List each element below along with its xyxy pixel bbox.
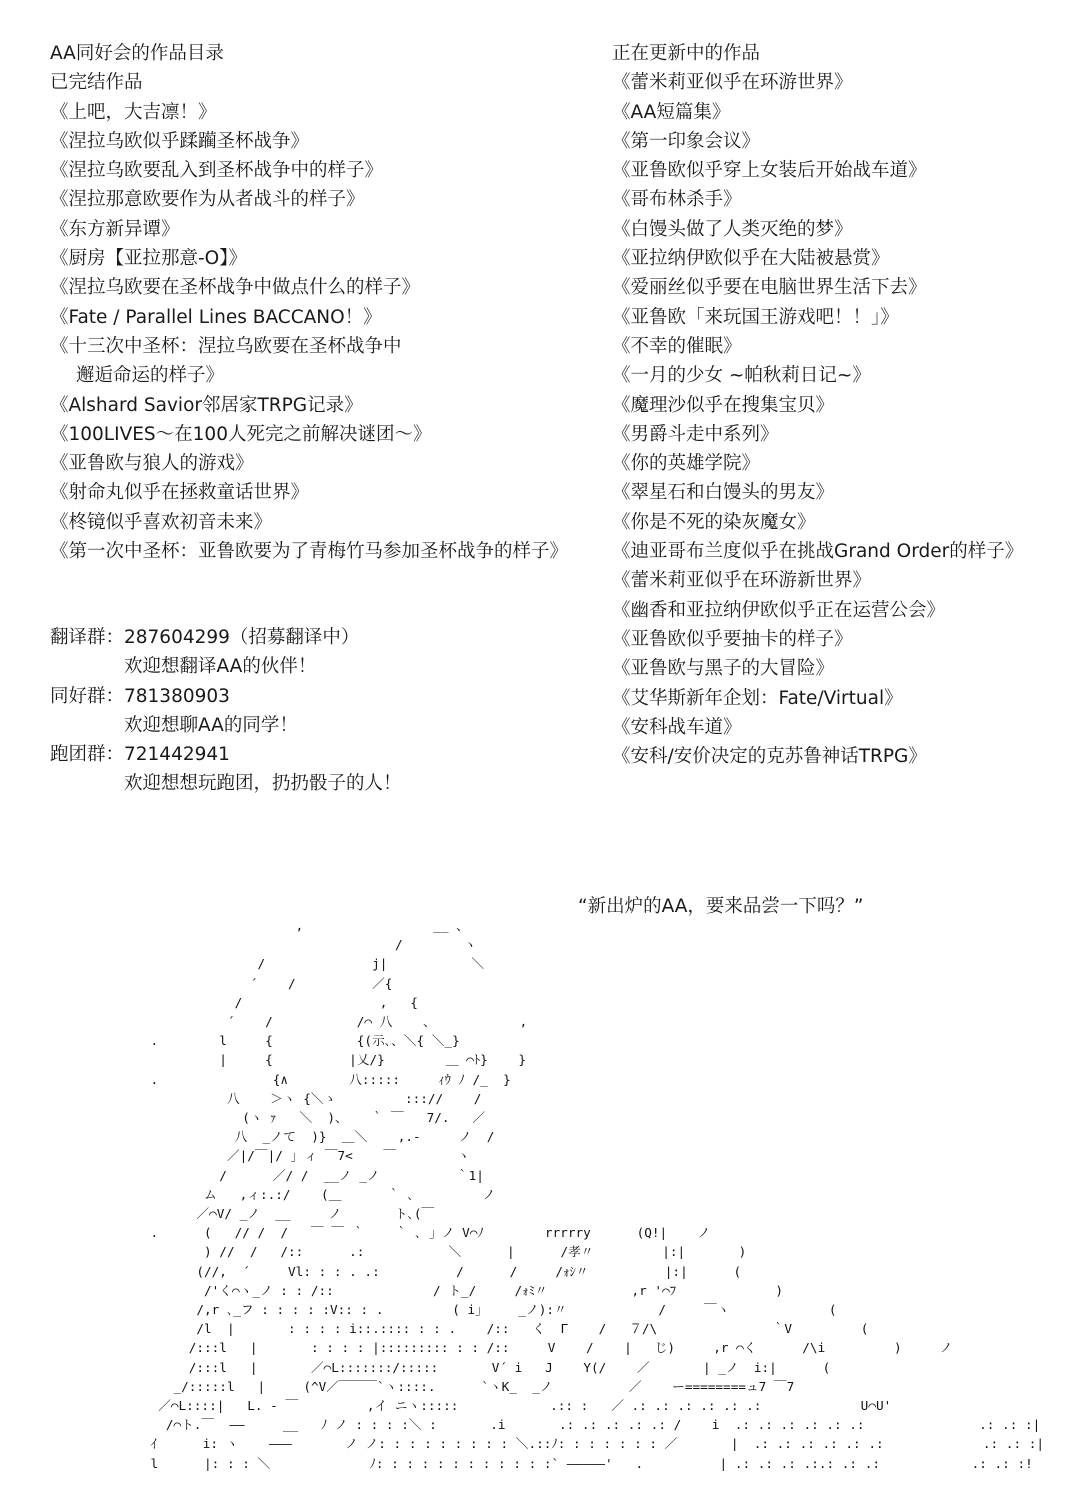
completed-work-item: 《100LIVES～在100人死完之前解决谜团～》: [50, 423, 432, 445]
ongoing-work-item: 《哥布林杀手》: [612, 189, 742, 211]
ongoing-work-item: 《迪亚哥布兰度似乎在挑战Grand Order的样子》: [612, 541, 1024, 563]
ongoing-work-item: 《你的英雄学院》: [612, 453, 761, 475]
completed-work-item: 《亚鲁欧与狼人的游戏》: [50, 453, 254, 475]
ongoing-work-item: 《亚鲁欧似乎穿上女装后开始战车道》: [612, 160, 927, 182]
translate-group-number: 287604299（招募翻译中）: [124, 627, 360, 648]
completed-work-item: 《涅拉乌欧似乎蹂躏圣杯战争》: [50, 130, 310, 152]
completed-work-item: 《第一次中圣杯：亚鲁欧要为了青梅竹马参加圣杯战争的样子》: [50, 541, 569, 563]
completed-work-item: 《厨房【亚拉那意-O】》: [50, 248, 247, 270]
hobby-group-number: 781380903: [124, 685, 230, 707]
ongoing-heading: 正在更新中的作品: [612, 43, 761, 64]
ongoing-work-item: 《你是不死的染灰魔女》: [612, 511, 816, 533]
completed-work-item: 《Alshard Savior邻居家TRPG记录》: [50, 394, 363, 416]
ongoing-work-item: 《亚鲁欧与黑子的大冒险》: [612, 658, 835, 680]
ongoing-work-item: 《幽香和亚拉纳伊欧似乎正在运营公会》: [612, 599, 946, 621]
ongoing-work-item: 《翠星石和白馒头的男友》: [612, 482, 835, 504]
ongoing-work-item: 《安科战车道》: [612, 716, 742, 738]
ongoing-work-item: 《不幸的催眠》: [612, 335, 742, 357]
ongoing-work-item: 《亚拉纳伊欧似乎在大陆被悬赏》: [612, 248, 890, 270]
translate-group-label: 翻译群：: [50, 627, 125, 648]
run-group-number: 721442941: [124, 744, 230, 766]
ascii-art-illustration: , __ 、 / ヽ / j| ＼ ´ / ／{ / , { ´ / /⌒ 八 、 , . l { {(示､、＼{ ＼_} | { |乂/} ＿ ⌒ﾄ} } . {∧ 八::::: ｨｳ ﾉ /_ } 八 ＞ヽ {＼ゝ :::// / (ヽ ｧ ＼ )、 ｀ ￣ 7/. ／ 八 _ノて )} ＿＼ ,.- ノ / ／|/￣|/ ｣ ィ ￣7< ￣ ヽ / ／/ / __ノ _ノ ｀1| ム ,ィ:.:/ (＿ ｀ ､ ノ ／⌒V/ _ノ __ ノ ト､(￣ . ( // / / ￣ ￣ ｀ ｀ ､ 」ノ V⌒ﾉ rrrrry (Q!| ノ ) // / /:: .: ＼ | /孝〃 |:| ) (//, ´ Vl: : : . .: / / /ｫｼ〃 |:| ( /'く⌒ヽ_ノ : : /:: / ト_/ /ｫﾐ〃 ,r '⌒ﾌ ) /,r ､_フ : : : : :V:: : . ( i」 _ノ):〃 / ￣ヽ ( /l | : : : : i::.:::: : : . /:: く Γ / ７/\ ｀V ( /:::l | : : : : |::::::::: : : /:: V / | じ) ,r ⌒く /\i ) ノ /:::l | ／⌒L:::::::/::::: V´ i J Y(/ ／ | _ノ i:| ( _/:::::l | (^V／￣￣￣`ヽ::::. `ヽK_ _ノ ／ ー========ュ7 ￣7 ／⌒L::::| L. ‐ ￣ ,イ ニヽ::::: .:: : ／ .: .: .: .: .: .: U⌒U' /⌒ト.￣ ―― __ ﾉ ノ : : : :＼ : .i .: .: .: .: .: / i .: .: .: .: .: .: .: .: :| ｲ i: ヽ ――― ノ ノ: : : : : : : : : ＼.::ﾉ: : : : : : : ／ | .: .: .: .: .: .: .: .: :| l |: : : ＼ ﾉ: : : : : : : : : : : :` ―――――' . | .: .: .: .:.: .: .: .: .: :!: [150, 918, 1045, 1471]
ongoing-works-column: [612, 39, 1067, 771]
completed-work-item: 《涅拉乌欧要在圣杯战争中做点什么的样子》: [50, 277, 421, 299]
completed-work-item: 《Fate / Parallel Lines BACCANO！》: [50, 306, 382, 328]
ongoing-work-item: 《蕾米莉亚似乎在环游世界》: [612, 72, 853, 94]
completed-work-item: 《柊镜似乎喜欢初音未来》: [50, 511, 273, 533]
ongoing-work-item: 《艾华斯新年企划：Fate/Virtual》: [612, 687, 903, 709]
ongoing-work-item: 《亚鲁欧「来玩国王游戏吧！！」》: [612, 306, 899, 328]
ongoing-work-item: 《亚鲁欧似乎要抽卡的样子》: [612, 628, 853, 650]
ongoing-work-item: 《第一印象会议》: [612, 130, 761, 152]
ongoing-work-item: 《蕾米莉亚似乎在环游新世界》: [612, 570, 872, 592]
ongoing-work-item: 《一月的少女 ~帕秋莉日记~》: [612, 365, 871, 387]
run-group-welcome: 欢迎想想玩跑团，扔扔骰子的人！: [124, 773, 402, 795]
ongoing-work-item: 《安科/安价决定的克苏鲁神话TRPG》: [612, 746, 927, 768]
hobby-group-welcome: 欢迎想聊AA的同学！: [124, 714, 298, 736]
completed-works-column: [50, 39, 580, 566]
ongoing-work-item: 《魔理沙似乎在搜集宝贝》: [612, 394, 835, 416]
translate-group-welcome: 欢迎想翻译AA的伙伴！: [124, 656, 317, 678]
ongoing-work-item: 《爱丽丝似乎要在电脑世界生活下去》: [612, 277, 927, 299]
ongoing-work-item: 《AA短篇集》: [612, 101, 731, 123]
completed-work-item: 《东方新异谭》: [50, 218, 180, 240]
speech-line: “新出炉的AA，要来品尝一下吗？”: [578, 896, 864, 917]
completed-heading: 已完结作品: [50, 72, 143, 94]
catalog-heading: AA同好会的作品目录: [50, 43, 224, 64]
completed-work-item: 《涅拉乌欧要乱入到圣杯战争中的样子》: [50, 160, 384, 182]
completed-work-item: 《十三次中圣杯：涅拉乌欧要在圣杯战争中: [50, 335, 402, 357]
completed-work-item-continued: 邂逅命运的样子》: [76, 365, 225, 387]
completed-work-item: 《射命丸似乎在拯救童话世界》: [50, 482, 310, 504]
hobby-group-label: 同好群：: [50, 685, 125, 707]
run-group-label: 跑团群：: [50, 744, 125, 766]
ongoing-work-item: 《白馒头做了人类灭绝的梦》: [612, 218, 853, 240]
completed-work-item: 《上吧，大吉凛！》: [50, 101, 217, 123]
ongoing-work-item: 《男爵斗走中系列》: [612, 423, 779, 445]
completed-work-item: 《涅拉那意欧要作为从者战斗的样子》: [50, 189, 365, 211]
